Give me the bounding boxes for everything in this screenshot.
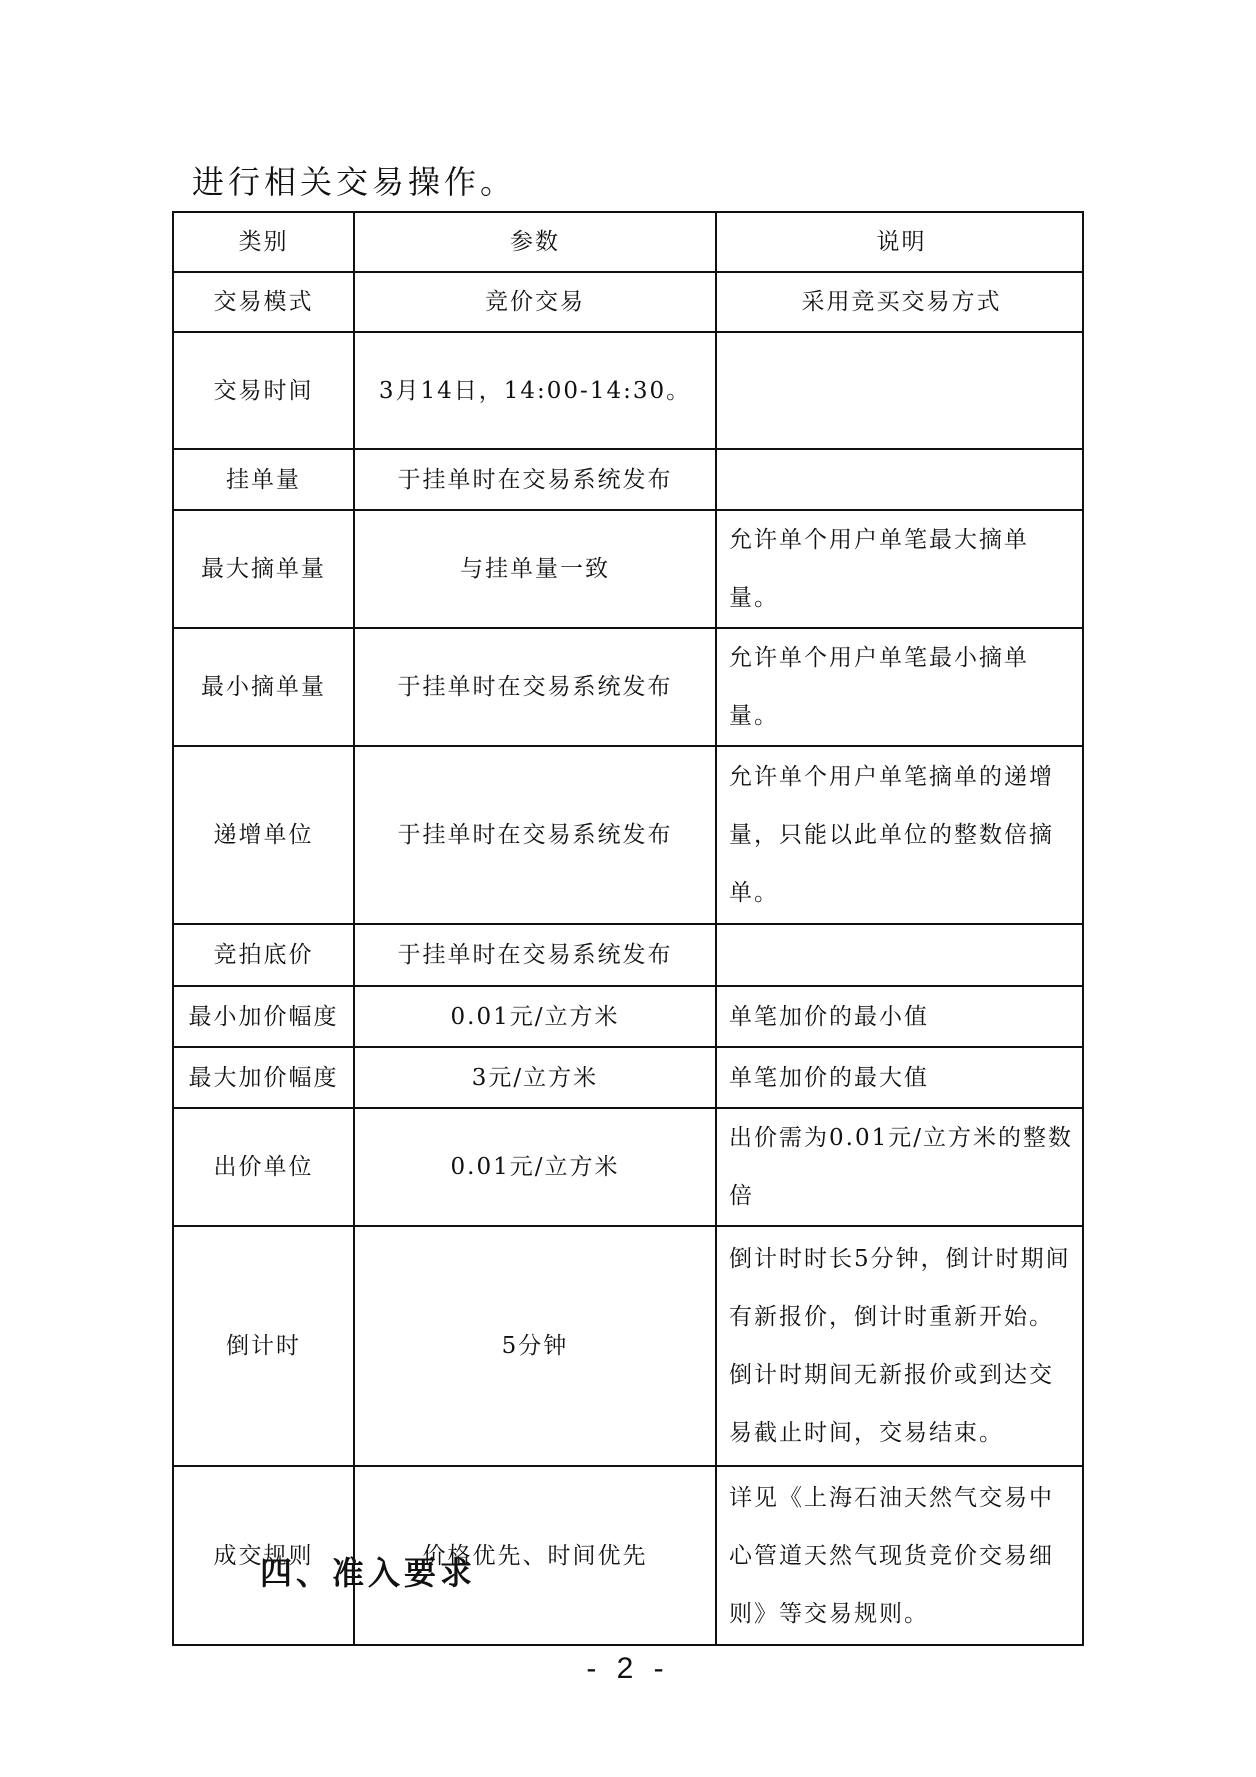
table-row xyxy=(173,986,1083,1047)
row-parameter: 5分钟 xyxy=(354,1226,716,1466)
table-row xyxy=(173,272,1083,332)
row-parameter: 竞价交易 xyxy=(354,272,716,332)
row-parameter: 3月14日，14:00-14:30。 xyxy=(354,332,716,449)
row-category: 最大加价幅度 xyxy=(173,1047,354,1108)
row-note: 采用竞买交易方式 xyxy=(716,272,1083,332)
row-parameter: 与挂单量一致 xyxy=(354,510,716,628)
row-note: 详见《上海石油天然气交易中心管道天然气现货竞价交易细则》等交易规则。 xyxy=(716,1466,1083,1645)
row-note: 单笔加价的最小值 xyxy=(716,986,1083,1047)
row-parameter: 价格优先、时间优先 xyxy=(354,1466,716,1645)
row-category: 竞拍底价 xyxy=(173,924,354,986)
row-category: 出价单位 xyxy=(173,1108,354,1226)
page-number: - 2 - xyxy=(586,1652,670,1685)
row-note: 出价需为0.01元/立方米的整数倍 xyxy=(716,1108,1083,1226)
row-category: 成交规则 xyxy=(173,1466,354,1645)
row-note: 单笔加价的最大值 xyxy=(716,1047,1083,1108)
row-parameter: 于挂单时在交易系统发布 xyxy=(354,924,716,986)
table-row xyxy=(173,628,1083,746)
row-note xyxy=(716,924,1083,986)
table-row xyxy=(173,1108,1083,1226)
row-note: 倒计时时长5分钟，倒计时期间有新报价，倒计时重新开始。倒计时期间无新报价或到达交易截止时间，交易结束。 xyxy=(716,1226,1083,1466)
trading-parameters-table xyxy=(172,211,1084,1646)
row-note xyxy=(716,332,1083,449)
table-row xyxy=(173,924,1083,986)
section-heading: 四、准入要求 xyxy=(260,1554,477,1592)
row-note: 允许单个用户单笔摘单的递增量，只能以此单位的整数倍摘单。 xyxy=(716,746,1083,924)
row-category: 挂单量 xyxy=(173,449,354,510)
row-parameter: 0.01元/立方米 xyxy=(354,986,716,1047)
intro-text: 进行相关交易操作。 xyxy=(192,163,517,201)
table-row xyxy=(173,510,1083,628)
row-category: 最小摘单量 xyxy=(173,628,354,746)
header-parameter: 参数 xyxy=(354,212,716,272)
row-note xyxy=(716,449,1083,510)
row-parameter: 0.01元/立方米 xyxy=(354,1108,716,1226)
row-category: 交易时间 xyxy=(173,332,354,449)
table-row xyxy=(173,1226,1083,1466)
header-category: 类别 xyxy=(173,212,354,272)
row-category: 倒计时 xyxy=(173,1226,354,1466)
row-category: 递增单位 xyxy=(173,746,354,924)
table-row xyxy=(173,449,1083,510)
table-header-row xyxy=(173,212,1083,272)
row-parameter: 于挂单时在交易系统发布 xyxy=(354,449,716,510)
table-row xyxy=(173,332,1083,449)
table-row xyxy=(173,1047,1083,1108)
table-row xyxy=(173,746,1083,924)
header-note: 说明 xyxy=(716,212,1083,272)
row-parameter: 于挂单时在交易系统发布 xyxy=(354,746,716,924)
row-note: 允许单个用户单笔最大摘单量。 xyxy=(716,510,1083,628)
row-parameter: 3元/立方米 xyxy=(354,1047,716,1108)
row-category: 最大摘单量 xyxy=(173,510,354,628)
row-note: 允许单个用户单笔最小摘单量。 xyxy=(716,628,1083,746)
row-category: 最小加价幅度 xyxy=(173,986,354,1047)
row-category: 交易模式 xyxy=(173,272,354,332)
row-parameter: 于挂单时在交易系统发布 xyxy=(354,628,716,746)
